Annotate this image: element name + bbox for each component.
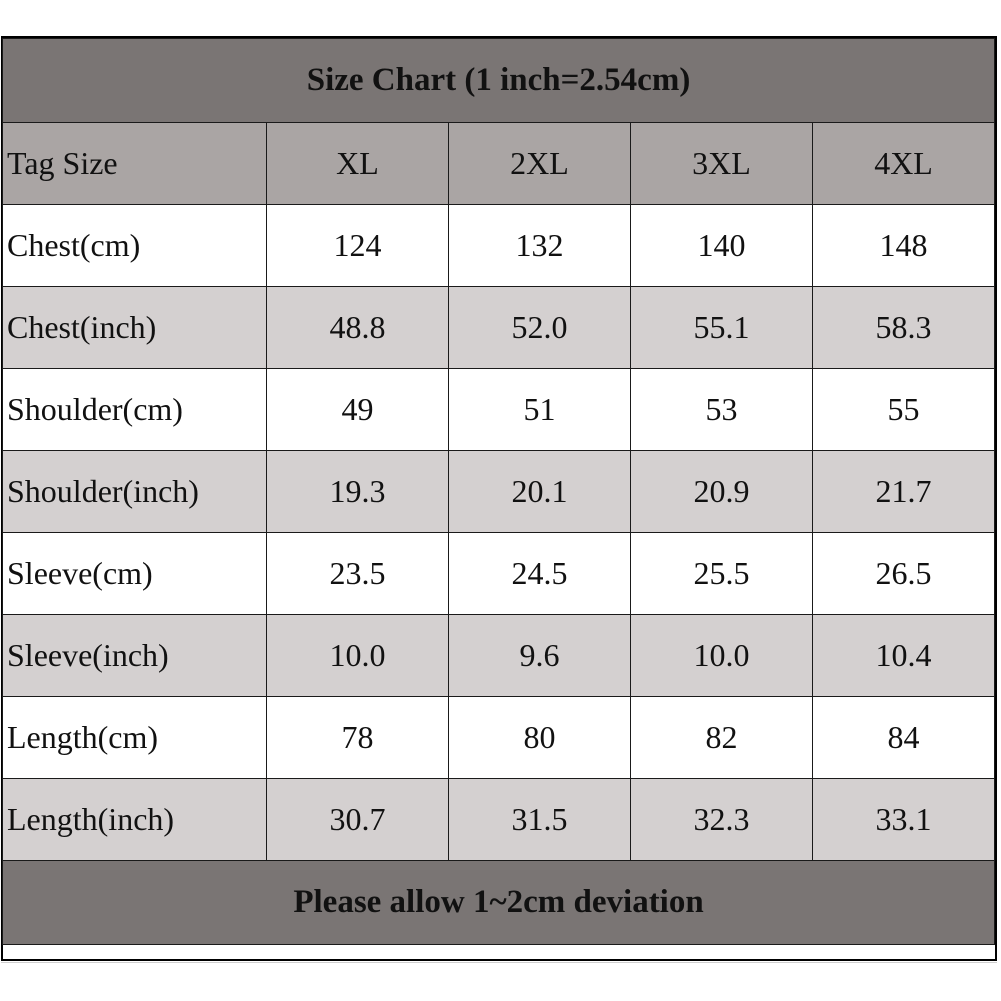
size-xl-header: XL (267, 123, 449, 205)
size-chart-table (2, 38, 995, 945)
deviation-note: Please allow 1~2cm deviation (3, 861, 995, 945)
size-4xl-header: 4XL (813, 123, 995, 205)
measurement-row (3, 533, 995, 615)
cell-value: 25.5 (631, 533, 813, 615)
cell-value: 10.0 (267, 615, 449, 697)
measurement-row (3, 287, 995, 369)
cell-value: 52.0 (449, 287, 631, 369)
cell-value: 31.5 (449, 779, 631, 861)
cell-value: 30.7 (267, 779, 449, 861)
cell-value: 55.1 (631, 287, 813, 369)
cell-value: 78 (267, 697, 449, 779)
measurement-row (3, 615, 995, 697)
cell-value: 32.3 (631, 779, 813, 861)
row-label: Shoulder(cm) (3, 369, 267, 451)
cell-value: 21.7 (813, 451, 995, 533)
measurement-row (3, 369, 995, 451)
bottom-divider (1, 962, 997, 963)
row-label: Chest(inch) (3, 287, 267, 369)
footer-row (3, 861, 995, 945)
cell-value: 53 (631, 369, 813, 451)
cell-value: 20.1 (449, 451, 631, 533)
row-label: Shoulder(inch) (3, 451, 267, 533)
measurement-row (3, 779, 995, 861)
cell-value: 80 (449, 697, 631, 779)
measurement-row (3, 205, 995, 287)
cell-value: 55 (813, 369, 995, 451)
cell-value: 84 (813, 697, 995, 779)
cell-value: 10.4 (813, 615, 995, 697)
cell-value: 51 (449, 369, 631, 451)
cell-value: 24.5 (449, 533, 631, 615)
cell-value: 82 (631, 697, 813, 779)
cell-value: 140 (631, 205, 813, 287)
row-label: Sleeve(inch) (3, 615, 267, 697)
row-label: Sleeve(cm) (3, 533, 267, 615)
measurement-row (3, 451, 995, 533)
cell-value: 9.6 (449, 615, 631, 697)
cell-value: 20.9 (631, 451, 813, 533)
row-label: Length(cm) (3, 697, 267, 779)
cell-value: 48.8 (267, 287, 449, 369)
measurement-row (3, 697, 995, 779)
chart-title: Size Chart (1 inch=2.54cm) (3, 39, 995, 123)
cell-value: 19.3 (267, 451, 449, 533)
size-2xl-header: 2XL (449, 123, 631, 205)
cell-value: 132 (449, 205, 631, 287)
cell-value: 148 (813, 205, 995, 287)
cell-value: 26.5 (813, 533, 995, 615)
title-row (3, 39, 995, 123)
cell-value: 33.1 (813, 779, 995, 861)
row-label: Chest(cm) (3, 205, 267, 287)
row-label: Length(inch) (3, 779, 267, 861)
cell-value: 10.0 (631, 615, 813, 697)
cell-value: 23.5 (267, 533, 449, 615)
size-3xl-header: 3XL (631, 123, 813, 205)
cell-value: 124 (267, 205, 449, 287)
tag-size-label: Tag Size (3, 123, 267, 205)
cell-value: 49 (267, 369, 449, 451)
size-header-row (3, 123, 995, 205)
cell-value: 58.3 (813, 287, 995, 369)
